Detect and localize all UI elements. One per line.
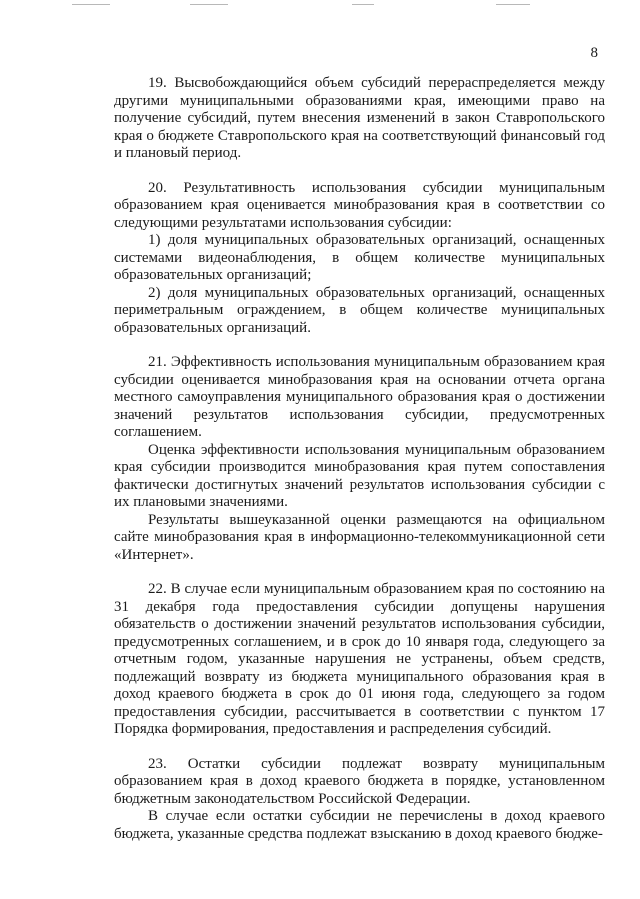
- scan-edge-marks: [0, 0, 640, 8]
- paragraph-23: 23. Остатки субсидии подлежат возврату муниципальным образованием края в доход краевого бюджета в порядке, установленном бюджетным законодательством Российской Федерации.: [114, 755, 605, 807]
- scan-mark: [496, 4, 530, 5]
- section-gap: [114, 739, 605, 756]
- document-body: [114, 75, 605, 843]
- section-gap: [114, 337, 605, 354]
- section-gap: [114, 163, 605, 180]
- paragraph-20-item-2: 2) доля муниципальных образовательных организаций, оснащенных периметральным ограждением, в общем количестве муниципальных образовательных организаций.: [114, 284, 605, 336]
- scan-mark: [72, 4, 110, 5]
- section-gap: [114, 564, 605, 581]
- paragraph-21-results: Результаты вышеуказанной оценки размещаются на официальном сайте минобразования края в информационно-телекоммуникационной сети «Интернет».: [114, 511, 605, 563]
- paragraph-20: 20. Результативность использования субсидии муниципальным образованием края оценивается минобразования края в соответствии со следующими результатами использования субсидии:: [114, 179, 605, 231]
- scan-mark: [190, 4, 228, 5]
- page-number: 8: [590, 45, 598, 61]
- paragraph-20-item-1: 1) доля муниципальных образовательных организаций, оснащенных системами видеонаблюдения, в общем количестве муниципальных образовательных организаций;: [114, 232, 605, 283]
- paragraph-21: 21. Эффективность использования муниципальным образованием края субсидии оценивается минобразования края на основании отчета органа местного самоуправления муниципального образования края о достижении значений результатов использования субсидии, предусмотренных соглашением.: [114, 354, 605, 440]
- paragraph-23-continuation: В случае если остатки субсидии не перечислены в доход краевого бюджета, указанные средства подлежат взысканию в доход краевого бюдже-: [114, 808, 605, 842]
- paragraph-19: 19. Высвобождающийся объем субсидий перераспределяется между другими муниципальными образованиями края, имеющими право на получение субсидий, путем внесения изменений в закон Ставропольского края о бюджете Ставропольского края на соответствующий финансовый год и плановый период.: [114, 75, 605, 161]
- paragraph-22: 22. В случае если муниципальным образованием края по состоянию на 31 декабря года предоставления субсидии допущены нарушения обязательств о достижении значений результатов использования субсидии, предусмотренных соглашением, и в срок до 10 января года, следующего за отчетным годом, указанные нарушения не устранены, объем средств, подлежащий возврату из бюджета муниципального образования края в доход краевого бюджета в срок до 01 июня года, следующего за годом предоставления субсидии, рассчитывается в соответствии с пунктом 17 Порядка формирования, предоставления и распределения субсидий.: [114, 581, 605, 737]
- scan-mark: [352, 4, 374, 5]
- paragraph-21-evaluation: Оценка эффективности использования муниципальным образованием края субсидии производится минобразования края путем сопоставления фактически достигнутых значений результатов использования субсидии с их плановыми значениями.: [114, 441, 605, 510]
